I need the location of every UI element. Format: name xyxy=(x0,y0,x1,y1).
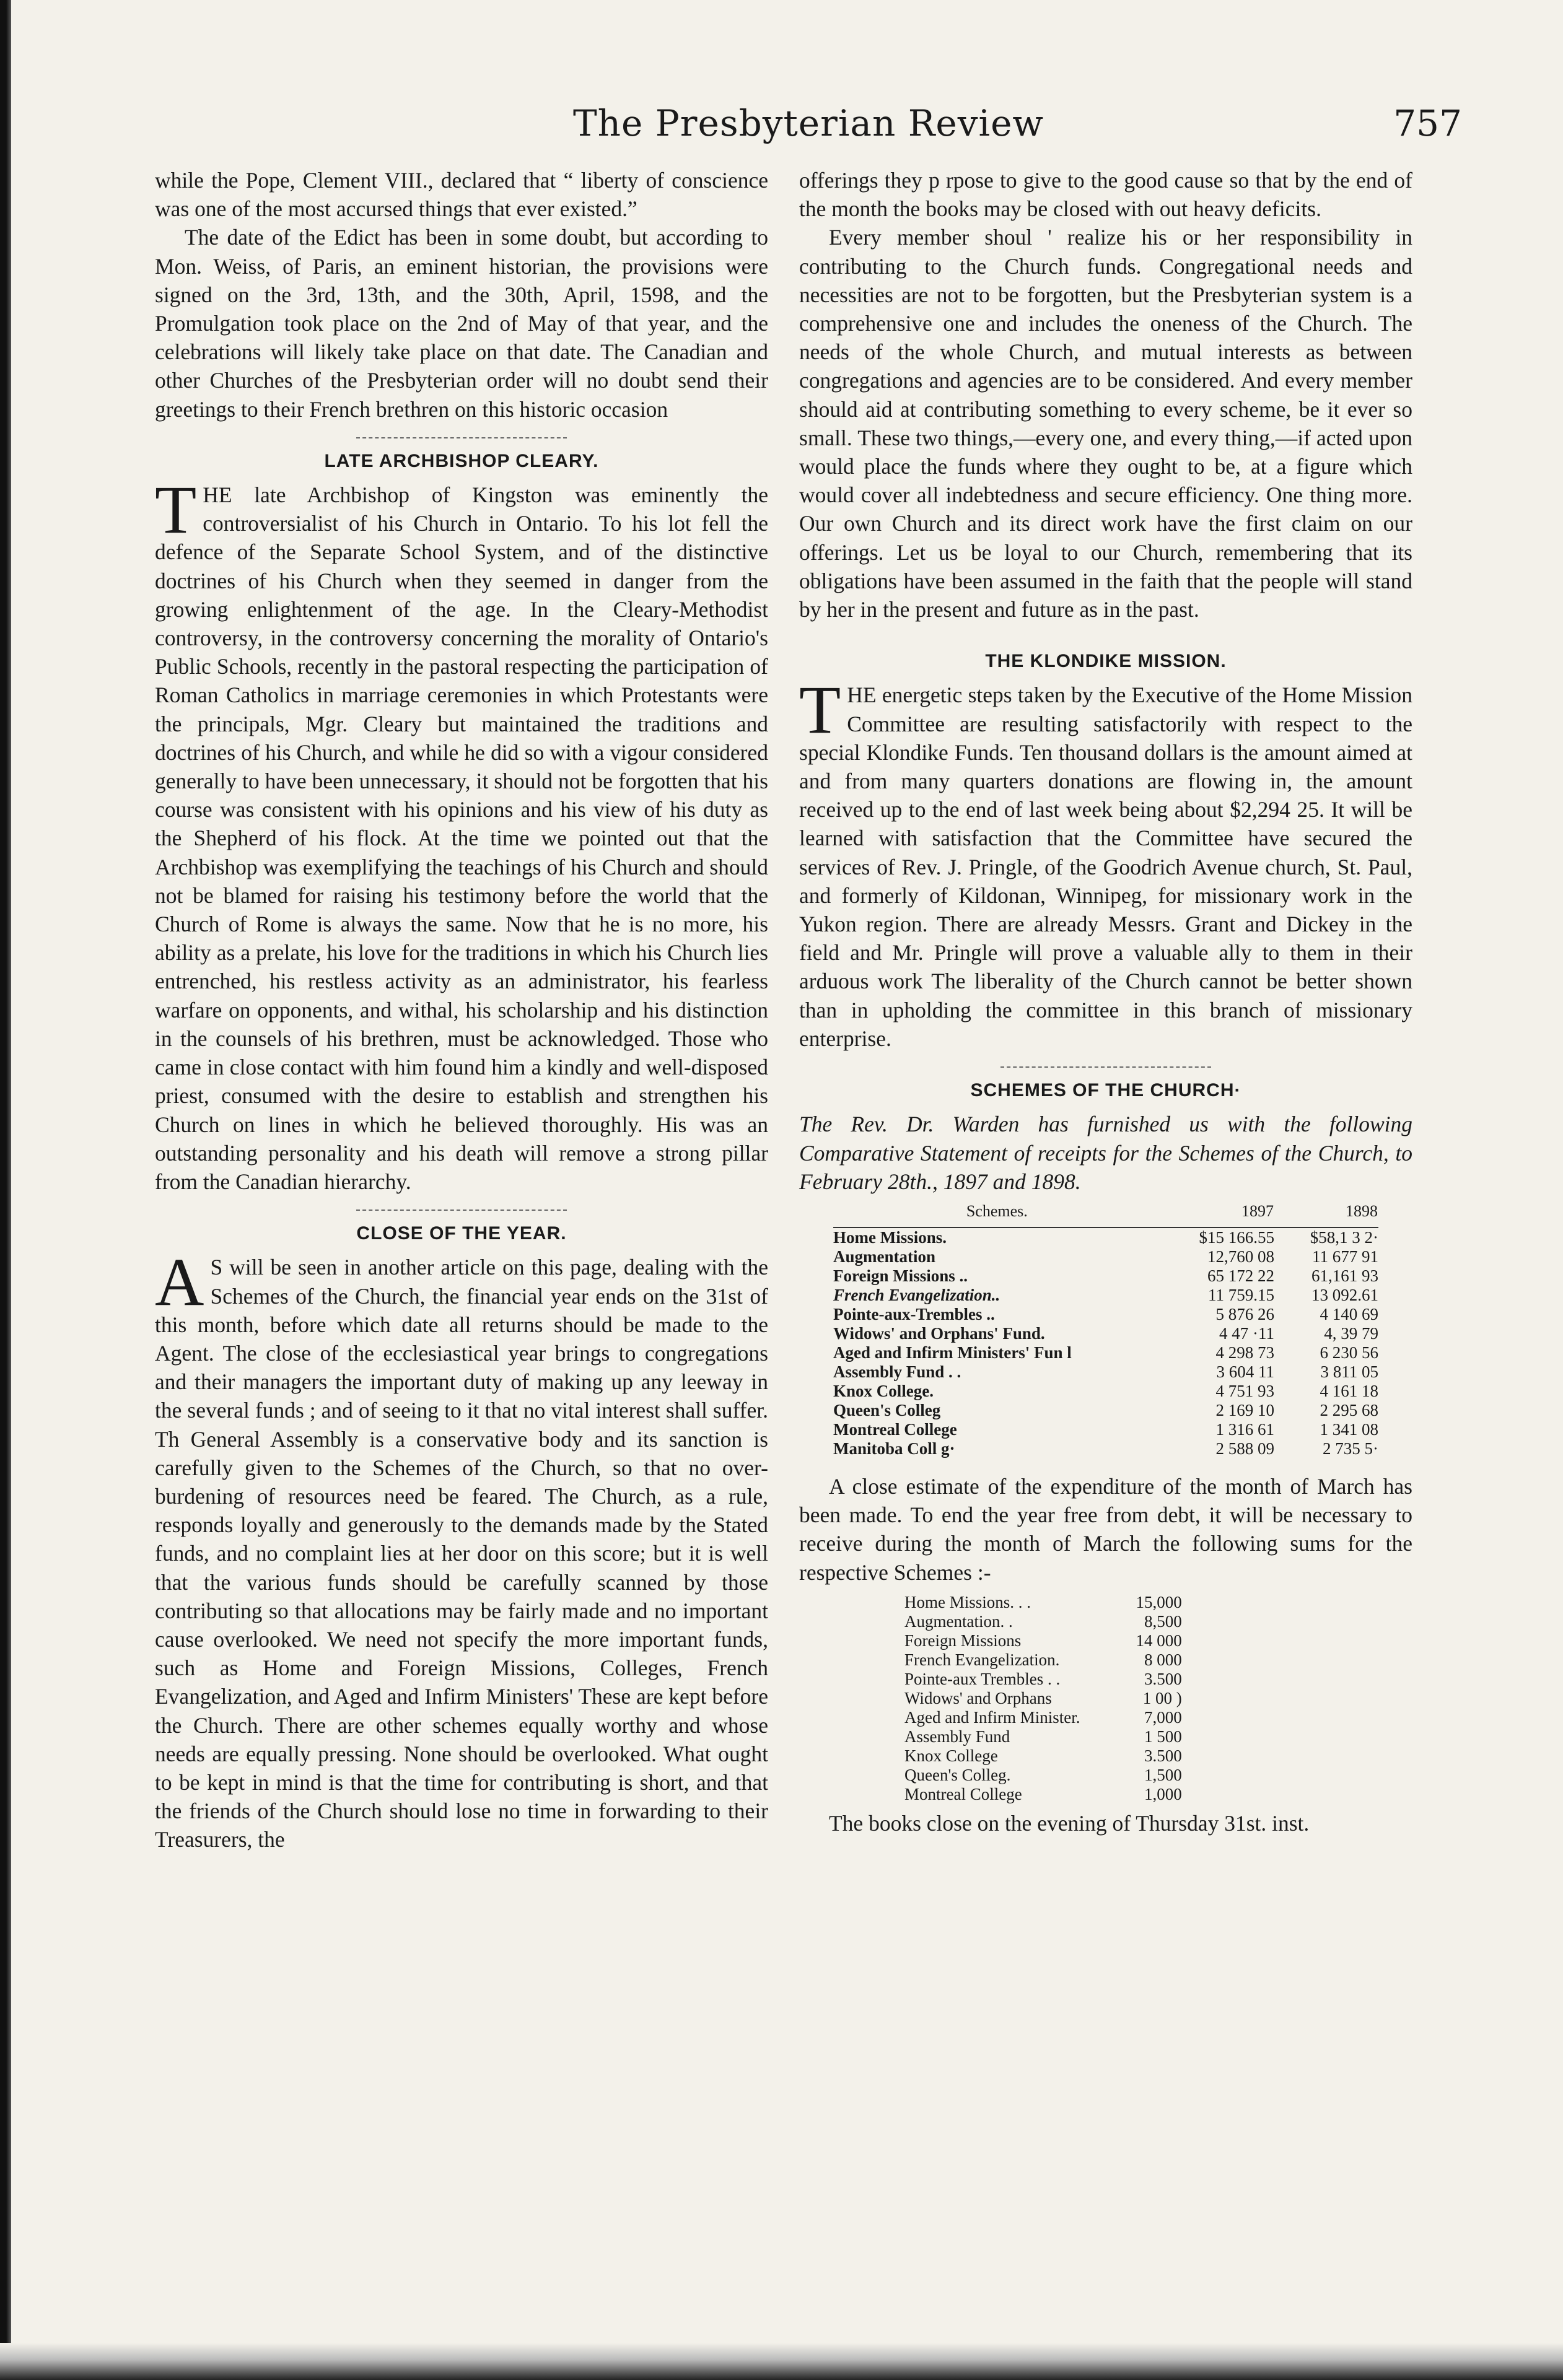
paragraph-edict-date: The date of the Edict has been in some doubt, but according to Mon. Weiss, of Paris, an eminent historian, the provisions were signed on the 3rd, 13th, and the 30th, April, 1598, and the Promulgation took place on the 2nd of May of that year, and the celebrations will likely take place on that date. The Canadian and other Churches of the Presbyterian order will no doubt send their greetings to their French brethren on this historic occasion xyxy=(155,225,768,422)
estimate-table xyxy=(904,1593,1182,1804)
column-header: 1898 xyxy=(1274,1201,1378,1227)
receipt-1898: 2 295 68 xyxy=(1320,1400,1378,1419)
estimate-amount: 15,000 xyxy=(1136,1592,1182,1611)
table-row xyxy=(833,1382,1378,1401)
closing-note: The books close on the evening of Thursday 31st. inst. xyxy=(829,1810,1310,1836)
table-row xyxy=(904,1689,1182,1708)
scan-left-edge xyxy=(0,0,11,2380)
schemes-receipts-table xyxy=(833,1201,1378,1458)
receipt-1897: $15 166.55 xyxy=(1199,1227,1275,1247)
table-row xyxy=(833,1247,1378,1266)
heading-close-of-the-year: CLOSE OF THE YEAR. xyxy=(356,1223,567,1244)
section-divider xyxy=(356,437,567,438)
estimate-scheme-name: Assembly Fund xyxy=(904,1727,1010,1746)
receipt-1898: 6 230 56 xyxy=(1320,1343,1378,1362)
scheme-name: Knox College. xyxy=(833,1381,934,1400)
estimate-amount: 7,000 xyxy=(1144,1707,1182,1727)
estimate-scheme-name: Queen's Colleg. xyxy=(904,1765,1011,1784)
scheme-name: Aged and Infirm Ministers' Fun l xyxy=(833,1343,1072,1362)
estimate-table-body xyxy=(904,1593,1182,1804)
estimate-amount: 1 00 ) xyxy=(1142,1688,1182,1707)
receipt-1897: 12,760 08 xyxy=(1207,1247,1275,1266)
section-divider xyxy=(356,1210,567,1211)
article-cleary-text: HE late Archbishop of Kingston was eminently the controversialist of his Church in Ontario. To his lot fell the defence of the Separate School System, and of the distinctive doctrines of his Church when they seemed in danger from the growing enlightenment of the age. In the Cleary-Methodist controversy, in the controversy concerning the morality of Ontario's Public Schools, recently in the pastoral respecting the participation of Roman Catholics in marriage ceremonies in which Protestants were the principals, Mgr. Cleary but maintained the traditions and doctrines of his Church, and while he did so with a vigour considered generally to have been unnecessary, it should not be forgotten that his course was consistent with his opinions and his view of his duty as the Shepherd of his flock. At the time we pointed out that the Archbishop was exemplifying the teachings of his Church and should not be blamed for raising his testimony before the world that the Church of Rome is always the same. Now that he is no more, his ability as a prelate, his love for the traditions in which his Church lies entrenched, his restless activity as an administrator, his fearless warfare on opponents, and withal, his scholarship and his distinction in the counsels of his brethren, must be acknowledged. Those who came in close contact with him found him a kindly and well-disposed priest, consumed with the desire to establish and strengthen his Church on lines in which he believed thoroughly. His was an outstanding personality and his death will remove a strong pillar from the Canadian hierarchy. xyxy=(155,482,768,1194)
scheme-name: French Evangelization.. xyxy=(833,1285,1000,1304)
page-number: 757 xyxy=(1393,102,1462,144)
receipt-1897: 4 751 93 xyxy=(1215,1381,1275,1400)
dropcap: A xyxy=(155,1244,204,1320)
receipt-1897: 4 298 73 xyxy=(1215,1343,1275,1362)
receipt-1897: 1 316 61 xyxy=(1215,1419,1275,1439)
scheme-name: Foreign Missions .. xyxy=(833,1266,968,1285)
receipt-1898: 2 735 5· xyxy=(1323,1439,1378,1458)
table-row xyxy=(833,1420,1378,1439)
receipt-1897: 11 759.15 xyxy=(1208,1285,1275,1304)
estimate-intro: A close estimate of the expenditure of the month of March has been made. To end the year free from debt, it will be necessary to receive during the month of March the following sums for the respective Schemes :- xyxy=(799,1473,1412,1585)
receipt-1897: 2 588 09 xyxy=(1215,1439,1275,1458)
page-header xyxy=(155,102,1462,152)
article-klondike-text: HE energetic steps taken by the Executive of the Home Mission Committee are resulting satisfactorily with respect to the special Klondike Funds. Ten thousand dollars is the amount aimed at and from many quarters donations are flowing in, the amount received up to the end of last week being about $2,294 25. It will be learned with satisfaction that the Committee have secured the services of Rev. J. Pringle, of the Goodrich Avenue church, St. Paul, and formerly of Kildonan, Winnipeg, for missionary work in the Yukon region. There are already Messrs. Grant and Dickey in the field and Mr. Pringle will prove a valuable ally to them in their arduous work The liberality of the Church cannot be better shown than in upholding the committee in this branch of missionary enterprise. xyxy=(799,682,1412,1051)
article-cleary xyxy=(155,472,768,1196)
estimate-amount: 14 000 xyxy=(1136,1631,1182,1650)
estimate-scheme-name: Home Missions. . . xyxy=(904,1592,1031,1611)
table-row xyxy=(833,1266,1378,1286)
table-row xyxy=(833,1305,1378,1324)
section-divider xyxy=(1000,1066,1211,1068)
receipt-1897: 4 47 ·11 xyxy=(1219,1323,1275,1343)
receipt-1897: 3 604 11 xyxy=(1216,1362,1275,1381)
article-close-of-year xyxy=(155,1244,768,1854)
table-row xyxy=(833,1343,1378,1362)
estimate-scheme-name: Augmentation. . xyxy=(904,1611,1013,1631)
table-row xyxy=(904,1785,1182,1804)
estimate-scheme-name: Foreign Missions xyxy=(904,1631,1022,1650)
scheme-name: Home Missions. xyxy=(833,1227,947,1247)
estimate-scheme-name: French Evangelization. xyxy=(904,1650,1060,1669)
receipt-1897: 5 876 26 xyxy=(1215,1304,1275,1323)
receipt-1897: 65 172 22 xyxy=(1207,1266,1275,1285)
estimate-amount: 3.500 xyxy=(1144,1669,1182,1688)
scheme-name: Widows' and Orphans' Fund. xyxy=(833,1323,1045,1343)
receipt-1898: 1 341 08 xyxy=(1320,1419,1378,1439)
estimate-scheme-name: Pointe-aux Trembles . . xyxy=(904,1669,1061,1688)
receipt-1898: $58,1 3 2· xyxy=(1310,1227,1378,1247)
paragraph-responsibility: Every member shoul ' realize his or her responsibility in contributing to the Church funds. Congregational needs and necessities are not to be forgotten, but the Presbyterian system is a comprehensive one and includes the oneness of the Church. The needs of the whole Church, and mutual interests as between congregations and agencies are to be considered. And every member should aid at contributing something to every scheme, be it ever so small. These two things,—every one, and every thing,—if acted upon would place the funds where they ought to be, at a figure which would cover all indebtedness and secure efficiency. One thing more. Our own Church and its direct work have the first claim on our offerings. Let us be loyal to our Church, remembering that its obligations have been assumed in the faith that the people will stand by her in the present and future as in the past. xyxy=(799,225,1412,622)
table-row xyxy=(904,1670,1182,1689)
receipt-1898: 13 092.61 xyxy=(1311,1285,1378,1304)
receipt-1898: 11 677 91 xyxy=(1312,1247,1378,1266)
receipt-1898: 4 140 69 xyxy=(1320,1304,1378,1323)
estimate-amount: 1,000 xyxy=(1144,1784,1182,1803)
receipt-1897: 2 169 10 xyxy=(1215,1400,1275,1419)
scheme-name: Montreal College xyxy=(833,1419,957,1439)
left-column xyxy=(155,166,768,1854)
dropcap: T xyxy=(155,472,197,548)
paragraph-offerings: offerings they p rpose to give to the good cause so that by the end of the month the books may be closed with out heavy deficits. xyxy=(799,168,1412,222)
scheme-name: Augmentation xyxy=(833,1247,936,1266)
article-klondike xyxy=(799,672,1412,1053)
heading-schemes-of-the-church: SCHEMES OF THE CHURCH· xyxy=(970,1080,1241,1101)
estimate-scheme-name: Knox College xyxy=(904,1746,998,1765)
dropcap: T xyxy=(799,672,841,748)
scheme-name: Queen's Colleg xyxy=(833,1400,941,1419)
receipt-1898: 4 161 18 xyxy=(1320,1381,1378,1400)
scheme-name: Manitoba Coll g· xyxy=(833,1439,955,1458)
estimate-scheme-name: Montreal College xyxy=(904,1784,1022,1803)
estimate-amount: 8,500 xyxy=(1144,1611,1182,1631)
estimate-scheme-name: Widows' and Orphans xyxy=(904,1688,1052,1707)
table-row xyxy=(904,1650,1182,1670)
table-header-row xyxy=(833,1201,1378,1227)
receipt-1898: 4, 39 79 xyxy=(1324,1323,1378,1343)
right-column xyxy=(799,166,1412,1837)
table-row xyxy=(833,1439,1378,1458)
journal-title: The Presbyterian Review xyxy=(572,102,1044,144)
estimate-amount: 8 000 xyxy=(1144,1650,1182,1669)
estimate-scheme-name: Aged and Infirm Minister. xyxy=(904,1707,1080,1727)
table-row xyxy=(833,1286,1378,1305)
table-row xyxy=(904,1631,1182,1650)
schemes-intro: The Rev. Dr. Warden has furnished us with the following Comparative Statement of receipts for the Schemes of the Church, to February 28th., 1897 and 1898. xyxy=(799,1112,1412,1194)
scheme-name: Pointe-aux-Trembles .. xyxy=(833,1304,995,1323)
receipt-1898: 61,161 93 xyxy=(1311,1266,1378,1285)
receipt-1898: 3 811 05 xyxy=(1320,1362,1378,1381)
table-row xyxy=(904,1708,1182,1727)
spacer xyxy=(799,624,1412,639)
column-header: Schemes. xyxy=(833,1201,1161,1227)
schemes-table-body xyxy=(833,1227,1378,1458)
article-close-of-year-text: S will be seen in another article on this page, dealing with the Schemes of the Church, the financial year ends on the 31st of this month, before which date all returns should be made to the Agent. The close of the ecclesiastical year brings to congregations and their managers the important duty of making up any leeway in the several funds ; and of seeing to it that no vital interest shall suffer. Th General Assembly is a conservative body and its sanction is carefully given to the Schemes of the Church, so that no over-burdening of resources need be feared. The Church, as a rule, responds loyally and generously to the demands made by the Stated funds, and no complaint lies at her door on this score; but it is well that the various funds should be carefully scanned by those contributing so that allocations may be fairly made and no important cause overlooked. We need not specify the more important funds, such as Home and Foreign Missions, Colleges, French Evangelization, and Aged and Infirm Ministers' These are kept before the Church. There are other schemes equally worthy and whose needs are equally pressing. None should be overlooked. What ought to be kept in mind is that the time for contributing is short, and that the friends of the Church should lose no time in forwarding to their Treasurers, the xyxy=(155,1255,768,1852)
table-row xyxy=(904,1746,1182,1766)
table-row xyxy=(904,1766,1182,1785)
column-header: 1897 xyxy=(1161,1201,1274,1227)
estimate-amount: 3.500 xyxy=(1144,1746,1182,1765)
table-row xyxy=(904,1727,1182,1746)
table-row xyxy=(904,1593,1182,1612)
paragraph-edict-quote: while the Pope, Clement VIII., declared that “ liberty of conscience was one of the most accursed things that ever existed.” xyxy=(155,168,768,222)
estimate-amount: 1,500 xyxy=(1144,1765,1182,1784)
heading-klondike-mission: THE KLONDIKE MISSION. xyxy=(985,651,1227,672)
table-row xyxy=(833,1324,1378,1343)
table-row xyxy=(833,1227,1378,1247)
table-row xyxy=(833,1362,1378,1382)
table-row xyxy=(833,1401,1378,1420)
scheme-name: Assembly Fund . . xyxy=(833,1362,961,1381)
estimate-amount: 1 500 xyxy=(1144,1727,1182,1746)
table-row xyxy=(904,1612,1182,1631)
scan-bottom-edge xyxy=(0,2343,1563,2380)
heading-late-archbishop-cleary: LATE ARCHBISHOP CLEARY. xyxy=(324,450,599,471)
